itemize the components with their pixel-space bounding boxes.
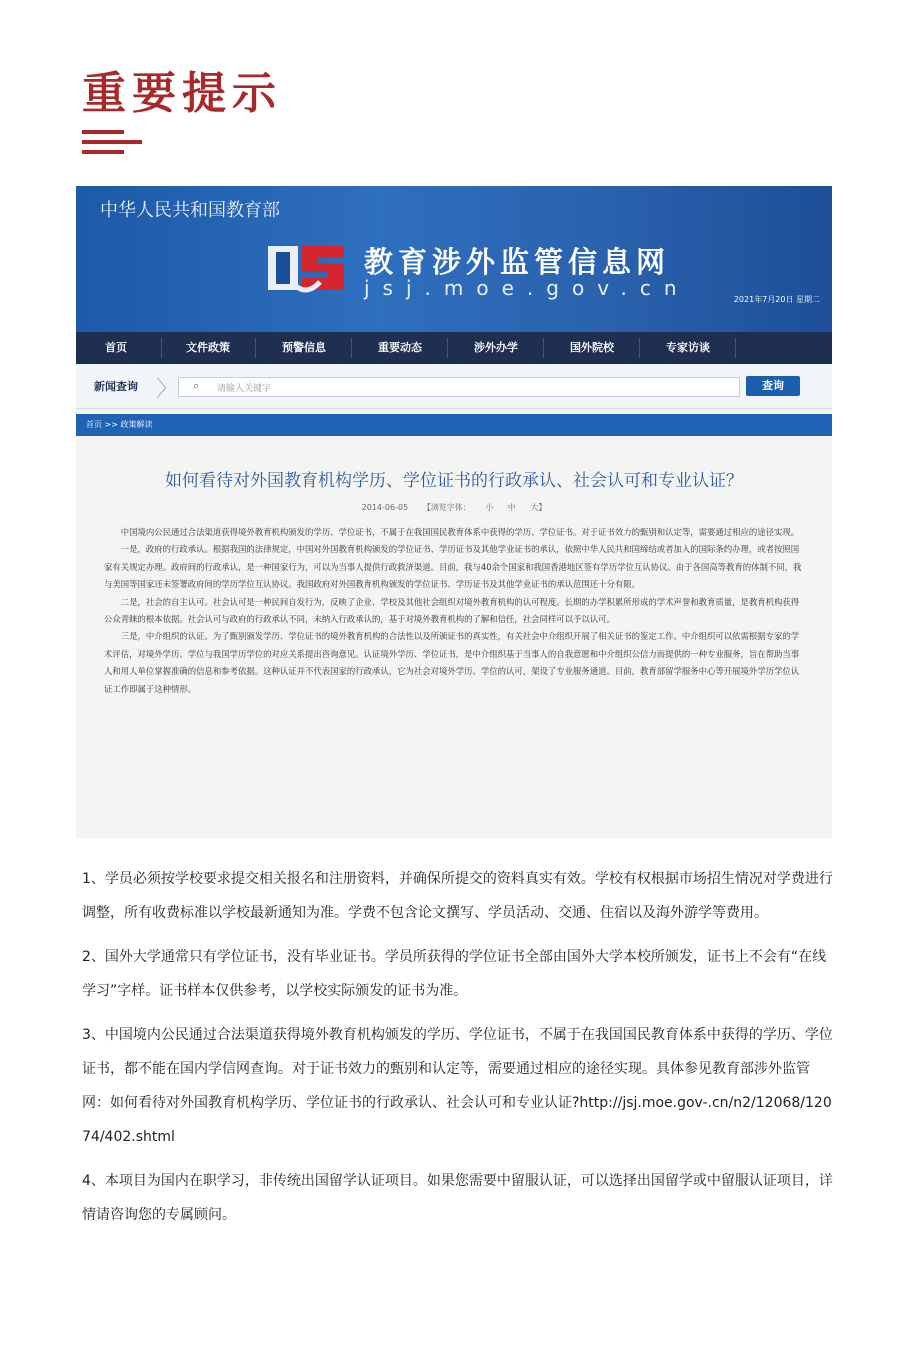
site-url: jsj.moe.gov.cn bbox=[364, 276, 690, 300]
font-large-link[interactable]: 大】 bbox=[530, 503, 547, 512]
search-bar bbox=[76, 364, 832, 409]
search-input[interactable] bbox=[178, 377, 740, 397]
site-name: 教育涉外监管信息网 bbox=[364, 245, 671, 279]
nav-item-foreign-schools[interactable]: 国外院校 bbox=[570, 341, 614, 354]
site-logo-icon bbox=[262, 238, 348, 300]
font-size-label: 【浏览字体： bbox=[422, 503, 471, 512]
nav-bar bbox=[76, 332, 832, 364]
search-placeholder: 请输入关键字 bbox=[217, 384, 272, 394]
nav-item-interviews[interactable]: 专家访谈 bbox=[666, 341, 710, 354]
font-medium-link[interactable]: 中 bbox=[507, 503, 516, 512]
font-small-link[interactable]: 小 bbox=[485, 503, 494, 512]
note-item: 3、中国境内公民通过合法渠道获得境外教育机构颁发的学历、学位证书，不属于在我国国民教育体系中获得的学历、学位证书，都不能在国内学信网查询。对于证书效力的甄别和认定等，需要通过相应的途径实现。具体参见教育部涉外监管网：如何看待对外国教育机构学历、学位证书的行政承认、社会认可和专业认证?http://jsj.moe.gov-.cn/n2/12068/12074/402.shtml bbox=[82, 1027, 833, 1145]
search-icon: ⌕ bbox=[193, 379, 200, 392]
note-item: 1、学员必须按学校要求提交相关报名和注册资料，并确保所提交的资料真实有效。学校有权根据市场招生情况对学费进行调整，所有收费标准以学校最新通知为准。学费不包含论文撰写、学员活动、交通、住宿以及海外游学等费用。 bbox=[82, 871, 833, 921]
article-meta bbox=[76, 502, 832, 513]
article-date: 2014-06-05 bbox=[361, 503, 409, 512]
article-body bbox=[104, 524, 804, 698]
ministry-name: 中华人民共和国教育部 bbox=[100, 200, 280, 221]
search-label: 新闻查询 bbox=[94, 380, 138, 393]
notes-section bbox=[82, 862, 836, 1242]
nav-item-home[interactable]: 首页 bbox=[105, 341, 127, 354]
site-banner bbox=[76, 186, 832, 332]
article-title: 如何看待对外国教育机构学历、学位证书的行政承认、社会认可和专业认证？ bbox=[165, 471, 743, 491]
nav-item-joint-school[interactable]: 涉外办学 bbox=[474, 341, 518, 354]
site-date: 2021年7月20日 星期二 bbox=[733, 295, 820, 304]
heading-decoration bbox=[82, 130, 142, 160]
chevron-right-icon: 〉 bbox=[156, 377, 179, 402]
breadcrumb[interactable]: 首页 >> 政策解读 bbox=[86, 420, 153, 429]
article-paragraph: 三是，中介组织的认证。为了甄别颁发学历、学位证书的境外教育机构的合法性以及所颁证书的真实性，有关社会中介组织开展了相关证书的鉴定工作。中介组织可以依需根据专家的学术评估，对境外学历、学位与我国学历学位的对应关系提出咨询意见。认证境外学历、学位证书，是中介组织基于当事人的自我意愿和中介组织公信力而提供的一种专业服务，旨在帮助当事人和用人单位掌握准确的信息和参考依据。这种认证并不代表国家的行政承认，它为社会对境外学历、学位的认可，架设了专业服务通道。目前，教育部留学服务中心等开展境外学历学位认证工作即属于这种情形。 bbox=[104, 631, 800, 694]
article-paragraph: 二是，社会的自主认可。社会认可是一种民间自发行为，反映了企业、学校及其他社会组织对境外教育机构的认可程度。长期的办学积累所形成的学术声誉和教育质量，是教育机构获得公众青睐的根本依据。社会认可与政府的行政承认不同，未纳入行政承认的，基于对境外教育机构的了解和信任，社会同样可以予以认可。 bbox=[104, 596, 800, 625]
breadcrumb-bar bbox=[76, 414, 832, 436]
search-button[interactable]: 查询 bbox=[746, 376, 800, 396]
article-paragraph: 一是，政府的行政承认。根据我国的法律规定，中国对外国教育机构颁发的学位证书、学历证书及其他学业证书的承认，依照中华人民共和国缔结或者加入的国际条约办理，或者按照国家有关规定办理。政府间的行政承认，是一种国家行为，可以为当事人提供行政救济渠道。目前，我与40余个国家和我国香港地区签有学历学位互认协议。由于各国高等教育的体制不同，我与美国等国家还未签署政府间的学历学位互认协议。我国政府对外国教育机构颁发的学位证书、学历证书及其他学业证书的承认范围还十分有限。 bbox=[104, 544, 802, 590]
page-heading: 重要提示 bbox=[82, 68, 282, 119]
note-item: 2、国外大学通常只有学位证书，没有毕业证书。学员所获得的学位证书全部由国外大学本校所颁发，证书上不会有“在线学习”字样。证书样本仅供参考，以学校实际颁发的证书为准。 bbox=[82, 949, 827, 999]
note-item: 4、本项目为国内在职学习，非传统出国留学认证项目。如果您需要中留服认证，可以选择出国留学或中留服认证项目，详情请咨询您的专属顾问。 bbox=[82, 1173, 833, 1223]
embedded-screenshot bbox=[76, 186, 832, 838]
nav-item-news[interactable]: 重要动态 bbox=[378, 341, 422, 354]
nav-item-policy[interactable]: 文件政策 bbox=[186, 341, 230, 354]
nav-item-warning[interactable]: 预警信息 bbox=[282, 341, 326, 354]
article-paragraph: 中国境内公民通过合法渠道获得境外教育机构颁发的学历、学位证书，不属于在我国国民教育体系中获得的学历、学位证书。对于证书效力的甄别和认定等，需要通过相应的途径实现。 bbox=[120, 527, 800, 537]
